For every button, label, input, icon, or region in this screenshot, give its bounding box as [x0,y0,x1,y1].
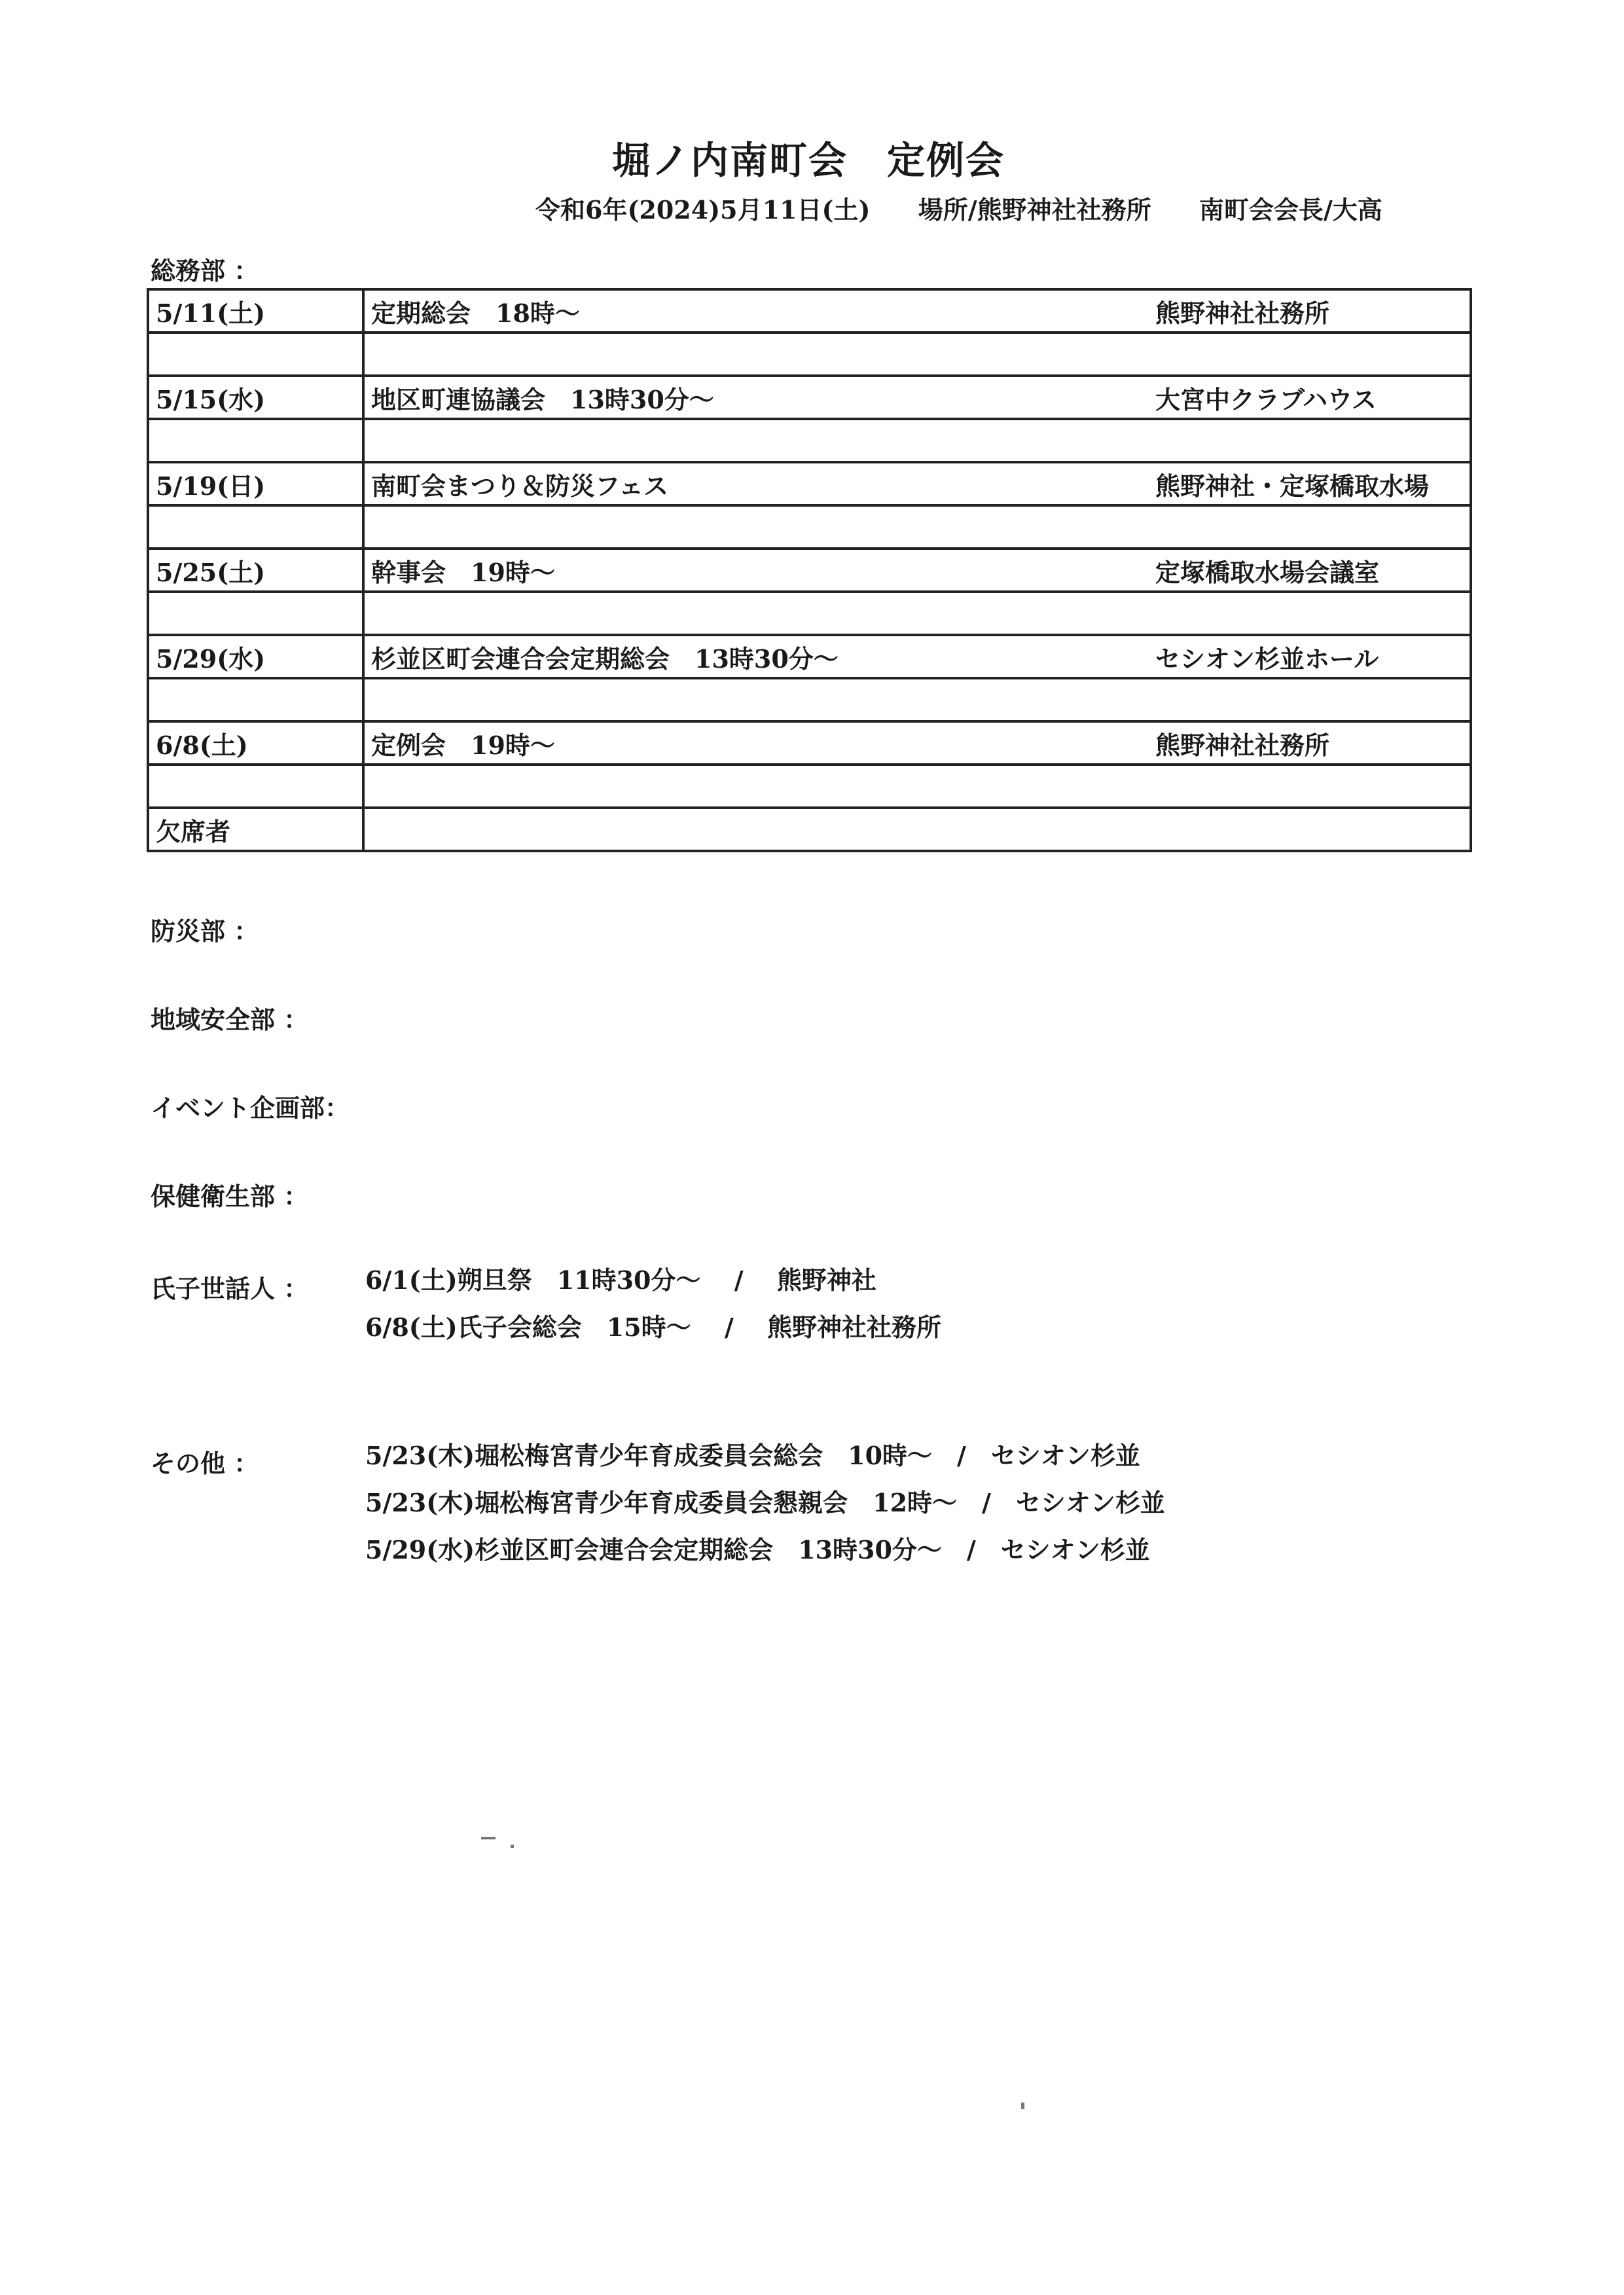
row-date: 5/25(土) [148,549,363,592]
table-row [148,549,1471,592]
list-item: 6/8(土)氏子会総会 15時～ / 熊野神社社務所 [365,1312,941,1342]
absent-row [148,808,1471,851]
ujiko-list [365,1257,941,1351]
table-row [148,635,1471,678]
row-event [363,462,1471,505]
meeting-place: 場所/熊野神社社務所 [918,195,1151,225]
meeting-info [535,190,1382,226]
absent-label: 欠席者 [148,808,363,851]
row-event [363,289,1471,333]
table-row-blank [148,678,1471,721]
table-row [148,289,1471,333]
section-ujiko-label: 氏子世話人 ： [151,1274,309,1303]
event-location: 熊野神社社務所 [1155,298,1330,328]
list-item: 5/23(木)堀松梅宮青少年育成委員会総会 10時～ / セシオン杉並 [365,1441,1140,1470]
row-event [363,635,1471,678]
event-location: 熊野神社社務所 [1155,730,1330,760]
event-location: 熊野神社・定塚橋取水場 [1155,471,1430,501]
soumu-schedule-table [147,288,1472,852]
event-name: 杉並区町会連合会定期総会 13時30分～ [371,643,839,674]
section-chiiki-label: 地域安全部 ： [151,1005,309,1034]
table-row-blank [148,333,1471,376]
row-date: 5/11(土) [148,289,363,333]
event-location: 定塚橋取水場会議室 [1155,557,1380,587]
event-location: セシオン杉並ホール [1155,643,1379,674]
list-item: 5/29(水)杉並区町会連合会定期総会 13時30分～ / セシオン杉並 [365,1535,1150,1564]
event-name: 定例会 19時～ [371,730,555,760]
table-row [148,376,1471,419]
row-date: 5/29(水) [148,635,363,678]
table-row-blank [148,592,1471,635]
row-event [363,376,1471,419]
event-name: 幹事会 19時～ [371,557,555,587]
table-row [148,721,1471,765]
meeting-date: 令和6年(2024)5月11日(土) [535,195,871,225]
row-event [363,549,1471,592]
table-row-blank [148,419,1471,462]
section-soumu-label: 総務部 ： [151,256,259,285]
scan-speck [1021,2103,1024,2109]
section-event-label: イベント企画部： [151,1093,350,1123]
table-row-blank [148,505,1471,549]
table-row-blank [148,765,1471,808]
list-item: 5/23(木)堀松梅宮青少年育成委員会懇親会 12時～ / セシオン杉並 [365,1488,1165,1517]
document-title: 堀ノ内南町会 定例会 [612,138,1005,183]
row-event [363,721,1471,765]
row-date: 6/8(土) [148,721,363,765]
row-date: 5/19(日) [148,462,363,505]
list-item: 6/1(土)朔旦祭 11時30分～ / 熊野神社 [365,1265,876,1295]
section-other-label: その他 ： [151,1449,259,1478]
event-location: 大宮中クラブハウス [1155,384,1377,414]
other-list [365,1432,1165,1574]
event-name: 地区町連協議会 13時30分～ [371,384,714,414]
table-row [148,462,1471,505]
section-bousai-label: 防災部 ： [151,916,259,946]
section-hoken-label: 保健衛生部 ： [151,1182,309,1211]
absent-value [363,808,1471,851]
row-date: 5/15(水) [148,376,363,419]
scan-speck [511,1845,514,1848]
event-name: 南町会まつり＆防災フェス [371,471,669,501]
meeting-chair: 南町会会長/大高 [1199,195,1382,225]
scan-speck [481,1837,496,1839]
event-name: 定期総会 18時～ [371,298,580,328]
